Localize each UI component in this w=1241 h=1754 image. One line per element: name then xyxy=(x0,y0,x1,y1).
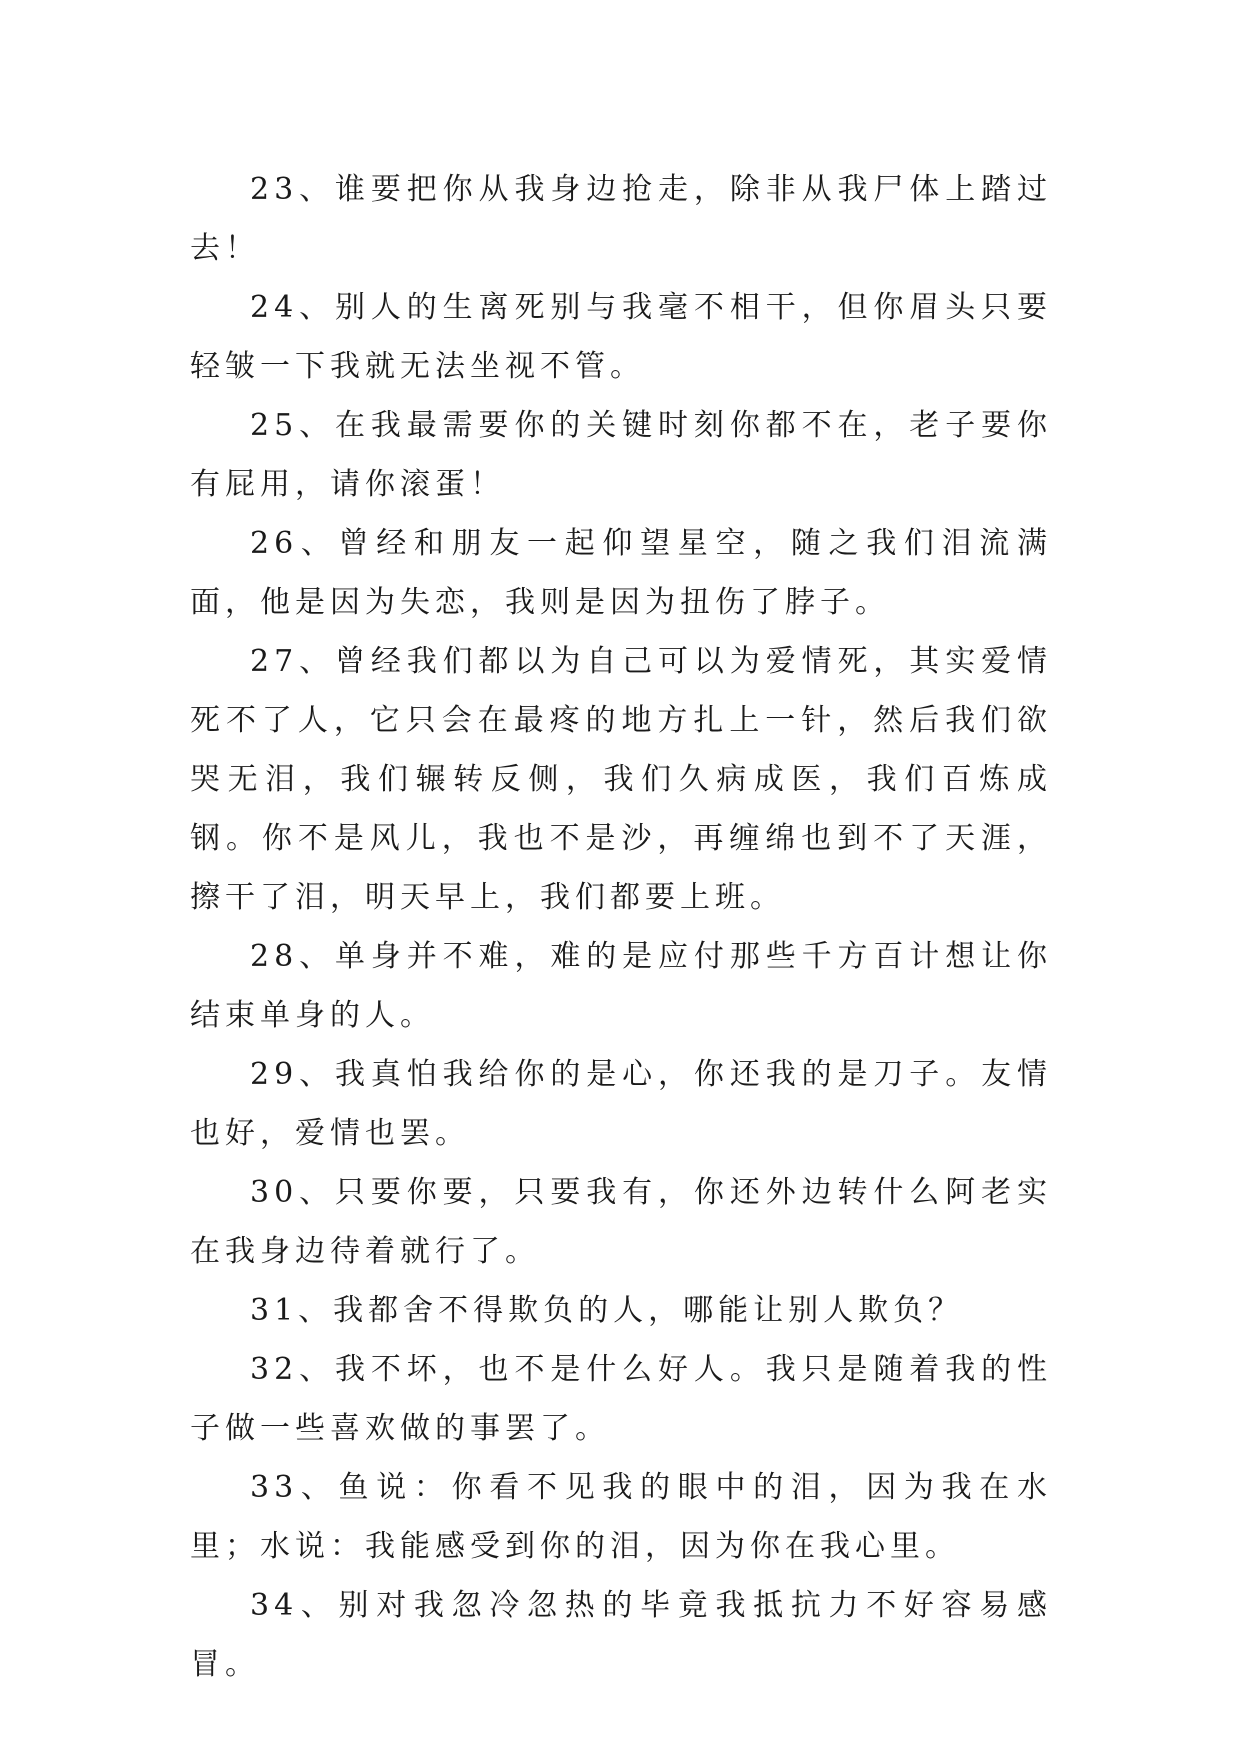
paragraph-26: 26、曾经和朋友一起仰望星空，随之我们泪流满面，他是因为失恋，我则是因为扭伤了脖子。 xyxy=(190,526,1052,620)
paragraph-30: 30、只要你要，只要我有，你还外边转什么阿老实在我身边待着就行了。 xyxy=(190,1175,1052,1269)
document-body xyxy=(190,160,1052,1694)
paragraph-24: 24、别人的生离死别与我毫不相干，但你眉头只要轻皱一下我就无法坐视不管。 xyxy=(190,290,1052,384)
paragraph-33: 33、鱼说：你看不见我的眼中的泪，因为我在水里；水说：我能感受到你的泪，因为你在我心里。 xyxy=(190,1470,1052,1564)
paragraph-23: 23、谁要把你从我身边抢走，除非从我尸体上踏过去！ xyxy=(190,172,1052,266)
paragraph-31: 31、我都舍不得欺负的人，哪能让别人欺负？ xyxy=(250,1293,964,1328)
paragraph-27: 27、曾经我们都以为自己可以为爱情死，其实爱情死不了人，它只会在最疼的地方扎上一针，然后我们欲哭无泪，我们辗转反侧，我们久病成医，我们百炼成钢。你不是风儿，我也不是沙，再缠绵也到不了天涯，擦干了泪，明天早上，我们都要上班。 xyxy=(190,644,1052,915)
paragraph-29: 29、我真怕我给你的是心，你还我的是刀子。友情也好，爱情也罢。 xyxy=(190,1057,1052,1151)
paragraph-34: 34、别对我忽冷忽热的毕竟我抵抗力不好容易感冒。 xyxy=(190,1588,1052,1682)
paragraph-25: 25、在我最需要你的关键时刻你都不在，老子要你有屁用，请你滚蛋！ xyxy=(190,408,1052,502)
paragraph-32: 32、我不坏，也不是什么好人。我只是随着我的性子做一些喜欢做的事罢了。 xyxy=(190,1352,1052,1446)
paragraph-28: 28、单身并不难，难的是应付那些千方百计想让你结束单身的人。 xyxy=(190,939,1052,1033)
